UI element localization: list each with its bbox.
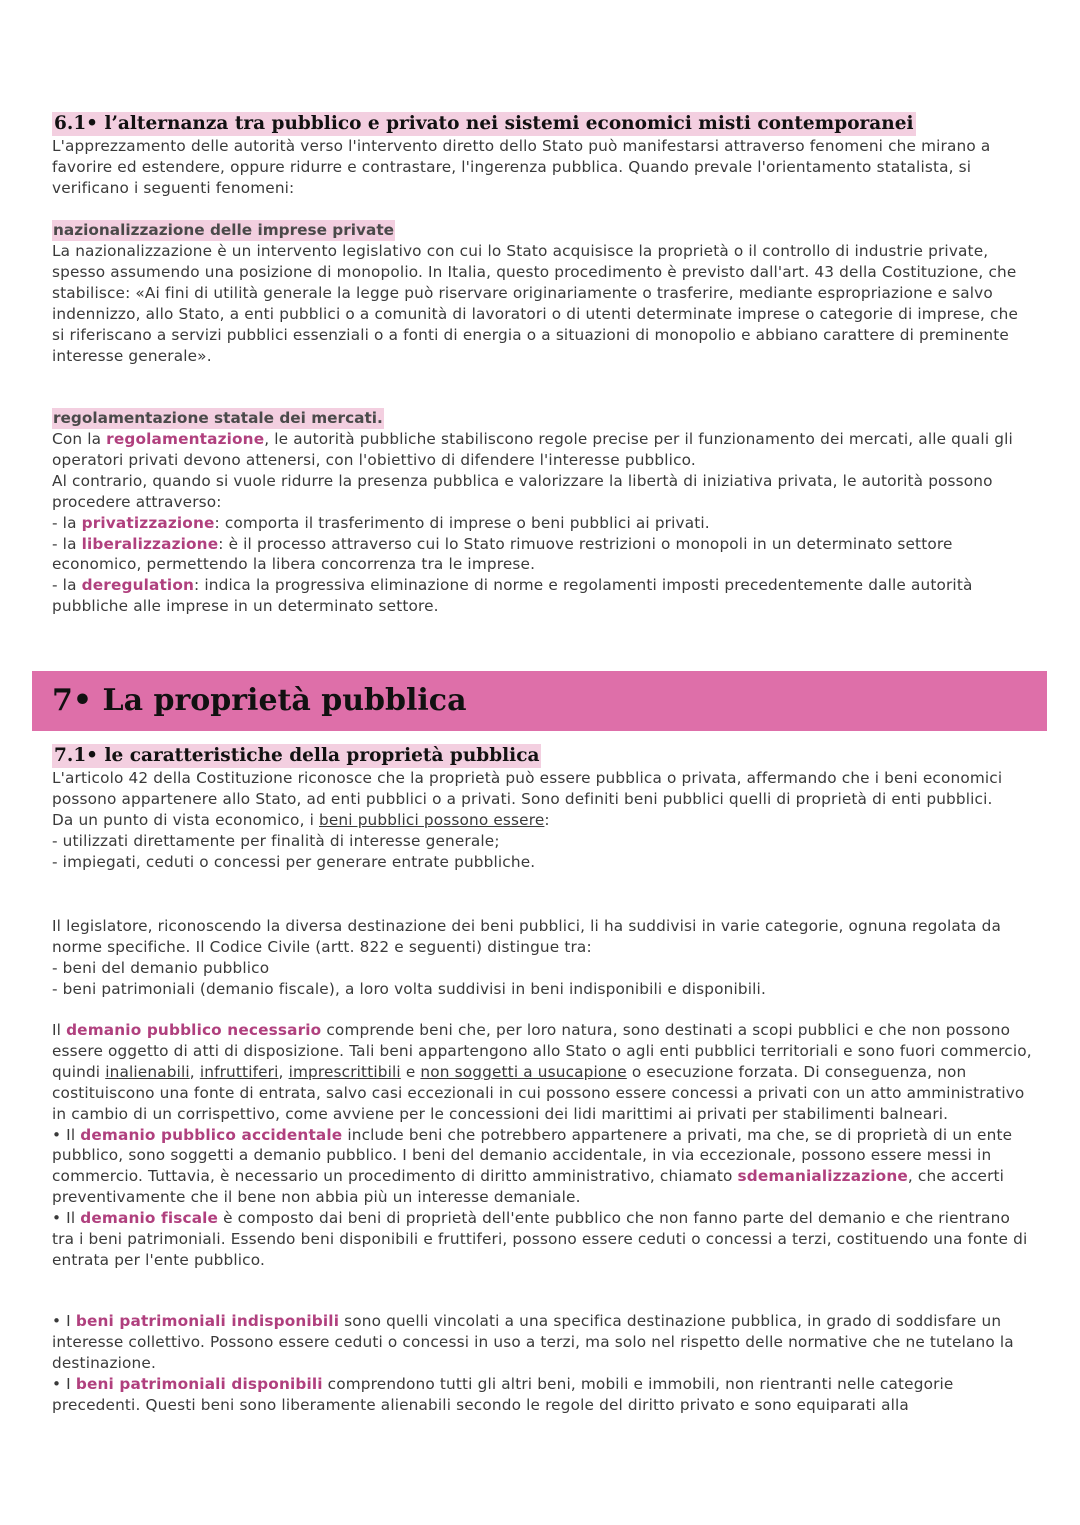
section-7-1-p1: L'articolo 42 della Costituzione riconosce che la proprietà può essere pubblica o privata, affermando che i beni economici possono appartenere allo Stato, ad enti pubblici o a privati. Sono definiti beni pubblici quelli di proprietà di enti pubblici.	[52, 769, 1003, 808]
da-text-b: , che accerti preventivamente che il bene non abbia più un interesse demaniale.	[52, 1167, 1005, 1207]
list-item-prefix: - la	[52, 513, 82, 532]
chapter-banner	[32, 671, 1047, 731]
regolamentazione-pre: Con la	[52, 430, 107, 448]
dn-text-a: comprende beni che, per loro natura, sono destinati a scopi pubblici e che non possono essere oggetto di atti di disposizione. Tali beni appartengono allo Stato o agli enti pubblici territoriali e sono fuori commercio, quindi	[52, 1021, 1032, 1081]
list-item	[52, 513, 1032, 534]
demanio-necessario-term: demanio pubblico necessario	[66, 1021, 322, 1039]
section-6-1	[52, 112, 1032, 199]
sdemanializzazione-term: sdemanializzazione	[737, 1167, 908, 1186]
usucapione-term: non soggetti a usucapione	[420, 1062, 627, 1081]
list-item-text: : indica la progressiva eliminazione di norme e regolamenti imposti precedentemente dalle autorità pubbliche alle imprese in un determinato settore.	[52, 576, 973, 616]
inalienabili-term: inalienabili	[105, 1062, 190, 1081]
demanio-block	[52, 1020, 1032, 1271]
list-item-text: : comporta il trasferimento di imprese o beni pubblici ai privati.	[214, 513, 710, 532]
df-text: è composto dai beni di proprietà dell'ente pubblico che non fanno parte del demanio e che rientrano tra i beni patrimoniali. Essendo beni disponibili e fruttiferi, possono essere ceduti o concessi a terzi, costituendo una fonte di entrata per l'ente pubblico.	[52, 1209, 1028, 1269]
list-item-prefix: - la	[52, 576, 82, 595]
section-6-1-intro: L'apprezzamento delle autorità verso l'intervento diretto dello Stato può manifestarsi attraverso fenomeni che mirano a favorire ed estendere, oppure ridurre e contrastare, l'ingerenza pubblica. Quando prevale l'orientamento statalista, si verificano i seguenti fenomeni:	[52, 137, 991, 197]
separator: e	[400, 1062, 421, 1081]
demanio-fiscale-text	[52, 1208, 1032, 1271]
list-item: - beni patrimoniali (demanio fiscale), a loro volta suddivisi in beni indisponibili e disponibili.	[52, 979, 766, 998]
bpd-text: comprendono tutti gli altri beni, mobili e immobili, non rientranti nelle categorie precedenti. Questi beni sono liberamente alienabili secondo le regole del diritto privato e sono equiparati alla	[52, 1374, 954, 1414]
imprescrittibili-term: imprescrittibili	[288, 1062, 401, 1081]
privatizzazione-term: privatizzazione	[81, 513, 215, 532]
dn-pre: Il	[52, 1021, 67, 1039]
infruttiferi-term: infruttiferi	[199, 1062, 279, 1081]
separator: ,	[278, 1062, 289, 1081]
df-pre: • Il	[52, 1209, 81, 1228]
demanio-accidentale-term: demanio pubblico accidentale	[80, 1125, 343, 1144]
regolamentazione-text	[52, 429, 1032, 471]
section-7-1-p3: Il legislatore, riconoscendo la diversa destinazione dei beni pubblici, li ha suddivisi in varie categorie, ognuna regolata da norme specifiche. Il Codice Civile (artt. 822 e seguenti) distingue tra:	[52, 917, 1002, 956]
da-text-a: include beni che potrebbero appartenere a privati, ma che, se di proprietà di un ente pubblico, sono soggetti a demanio pubblico. I beni del demanio accidentale, in via eccezionale, possono essere messi in commercio. Tuttavia, è necessario un procedimento di diritto amministrativo, chiamato	[52, 1125, 1013, 1186]
demanio-fiscale-term: demanio fiscale	[80, 1209, 219, 1228]
nazionalizzazione-heading: nazionalizzazione delle imprese private	[53, 221, 395, 239]
contrary-text: Al contrario, quando si vuole ridurre la presenza pubblica e valorizzare la libertà di iniziativa privata, le autorità possono procedere attraverso:	[52, 471, 993, 511]
bpd-pre: • I	[52, 1374, 76, 1393]
list-item	[52, 575, 1032, 617]
beni-disponibili-term: beni patrimoniali disponibili	[75, 1374, 323, 1393]
beni-indisponibili-text	[52, 1311, 1032, 1374]
demanio-necessario-text	[52, 1020, 1032, 1125]
section-7-1	[52, 744, 1032, 873]
list-item-text: : è il processo attraverso cui lo Stato rimuove restrizioni o monopoli in un determinato settore economico, permettendo la libera concorrenza tra le imprese.	[52, 534, 953, 574]
da-pre: • Il	[52, 1125, 81, 1144]
beni-patrimoniali-block	[52, 1311, 1032, 1416]
list-item: - beni del demanio pubblico	[52, 958, 270, 977]
section-7-1-title: 7.1• le caratteristiche della proprietà pubblica	[54, 745, 540, 766]
bpi-pre: • I	[52, 1312, 76, 1330]
dn-text-b: o esecuzione forzata. Di conseguenza, non costituiscono una fonte di entrata, salvo casi eccezionali in cui possono essere concessi a privati con un atto amministrativo in cambio di un corrispettivo, come avviene per le concessioni dei lidi marittimi ai privati per stabilimenti balneari.	[52, 1062, 1025, 1123]
beni-indisponibili-term: beni patrimoniali indisponibili	[75, 1312, 340, 1330]
chapter-title: 7• La proprietà pubblica	[52, 683, 467, 718]
nazionalizzazione-text: La nazionalizzazione è un intervento legislativo con cui lo Stato acquisisce la proprietà o il controllo di industrie private, spesso assumendo una posizione di monopolio. In Italia, questo procedimento è previsto dall'art. 43 della Costituzione, che stabilisce: «Ai fini di utilità generale la legge può riservare originariamente o trasferire, mediante espropriazione e salvo indennizzo, allo Stato, a enti pubblici o a comunità di lavoratori o di utenti determinate imprese o categorie di imprese, che si riferiscano a servizi pubblici essenziali o a fonti di energia o a situazioni di monopolio e abbiano carattere di preminente interesse generale».	[52, 242, 1019, 365]
regolamentazione-block	[52, 408, 1032, 617]
section-7-1-p2	[52, 810, 1032, 831]
list-item	[52, 534, 1032, 576]
deregulation-term: deregulation	[81, 576, 195, 595]
p2-pre: Da un punto di vista economico, i	[52, 810, 320, 829]
beni-disponibili-text	[52, 1374, 1032, 1416]
regolamentazione-post: , le autorità pubbliche stabiliscono regole precise per il funzionamento dei mercati, alle quali gli operatori privati devono attenersi, con l'obiettivo di difendere l'interesse pubblico.	[52, 430, 1013, 469]
section-6-1-title: 6.1• l’alternanza tra pubblico e privato nei sistemi economici misti contemporanei	[54, 113, 914, 134]
regolamentazione-term: regolamentazione	[106, 430, 265, 448]
nazionalizzazione-block	[52, 220, 1032, 366]
p2-post: :	[544, 810, 550, 829]
regolamentazione-heading: regolamentazione statale dei mercati.	[53, 409, 383, 427]
bpi-text: sono quelli vincolati a una specifica destinazione pubblica, in grado di soddisfare un interesse collettivo. Possono essere ceduti o concessi in uso a terzi, ma solo nel rispetto delle normative che ne tutelano la destinazione.	[52, 1312, 1014, 1372]
list-item-prefix: - la	[52, 534, 82, 553]
demanio-accidentale-text	[52, 1125, 1032, 1209]
liberalizzazione-term: liberalizzazione	[81, 534, 219, 553]
p2-underlined: beni pubblici possono essere	[319, 810, 545, 829]
categories-block	[52, 916, 1032, 1000]
list-item: - utilizzati direttamente per finalità di interesse generale;	[52, 831, 500, 850]
separator: ,	[189, 1062, 200, 1081]
list-item: - impiegati, ceduti o concessi per generare entrate pubbliche.	[52, 852, 536, 871]
